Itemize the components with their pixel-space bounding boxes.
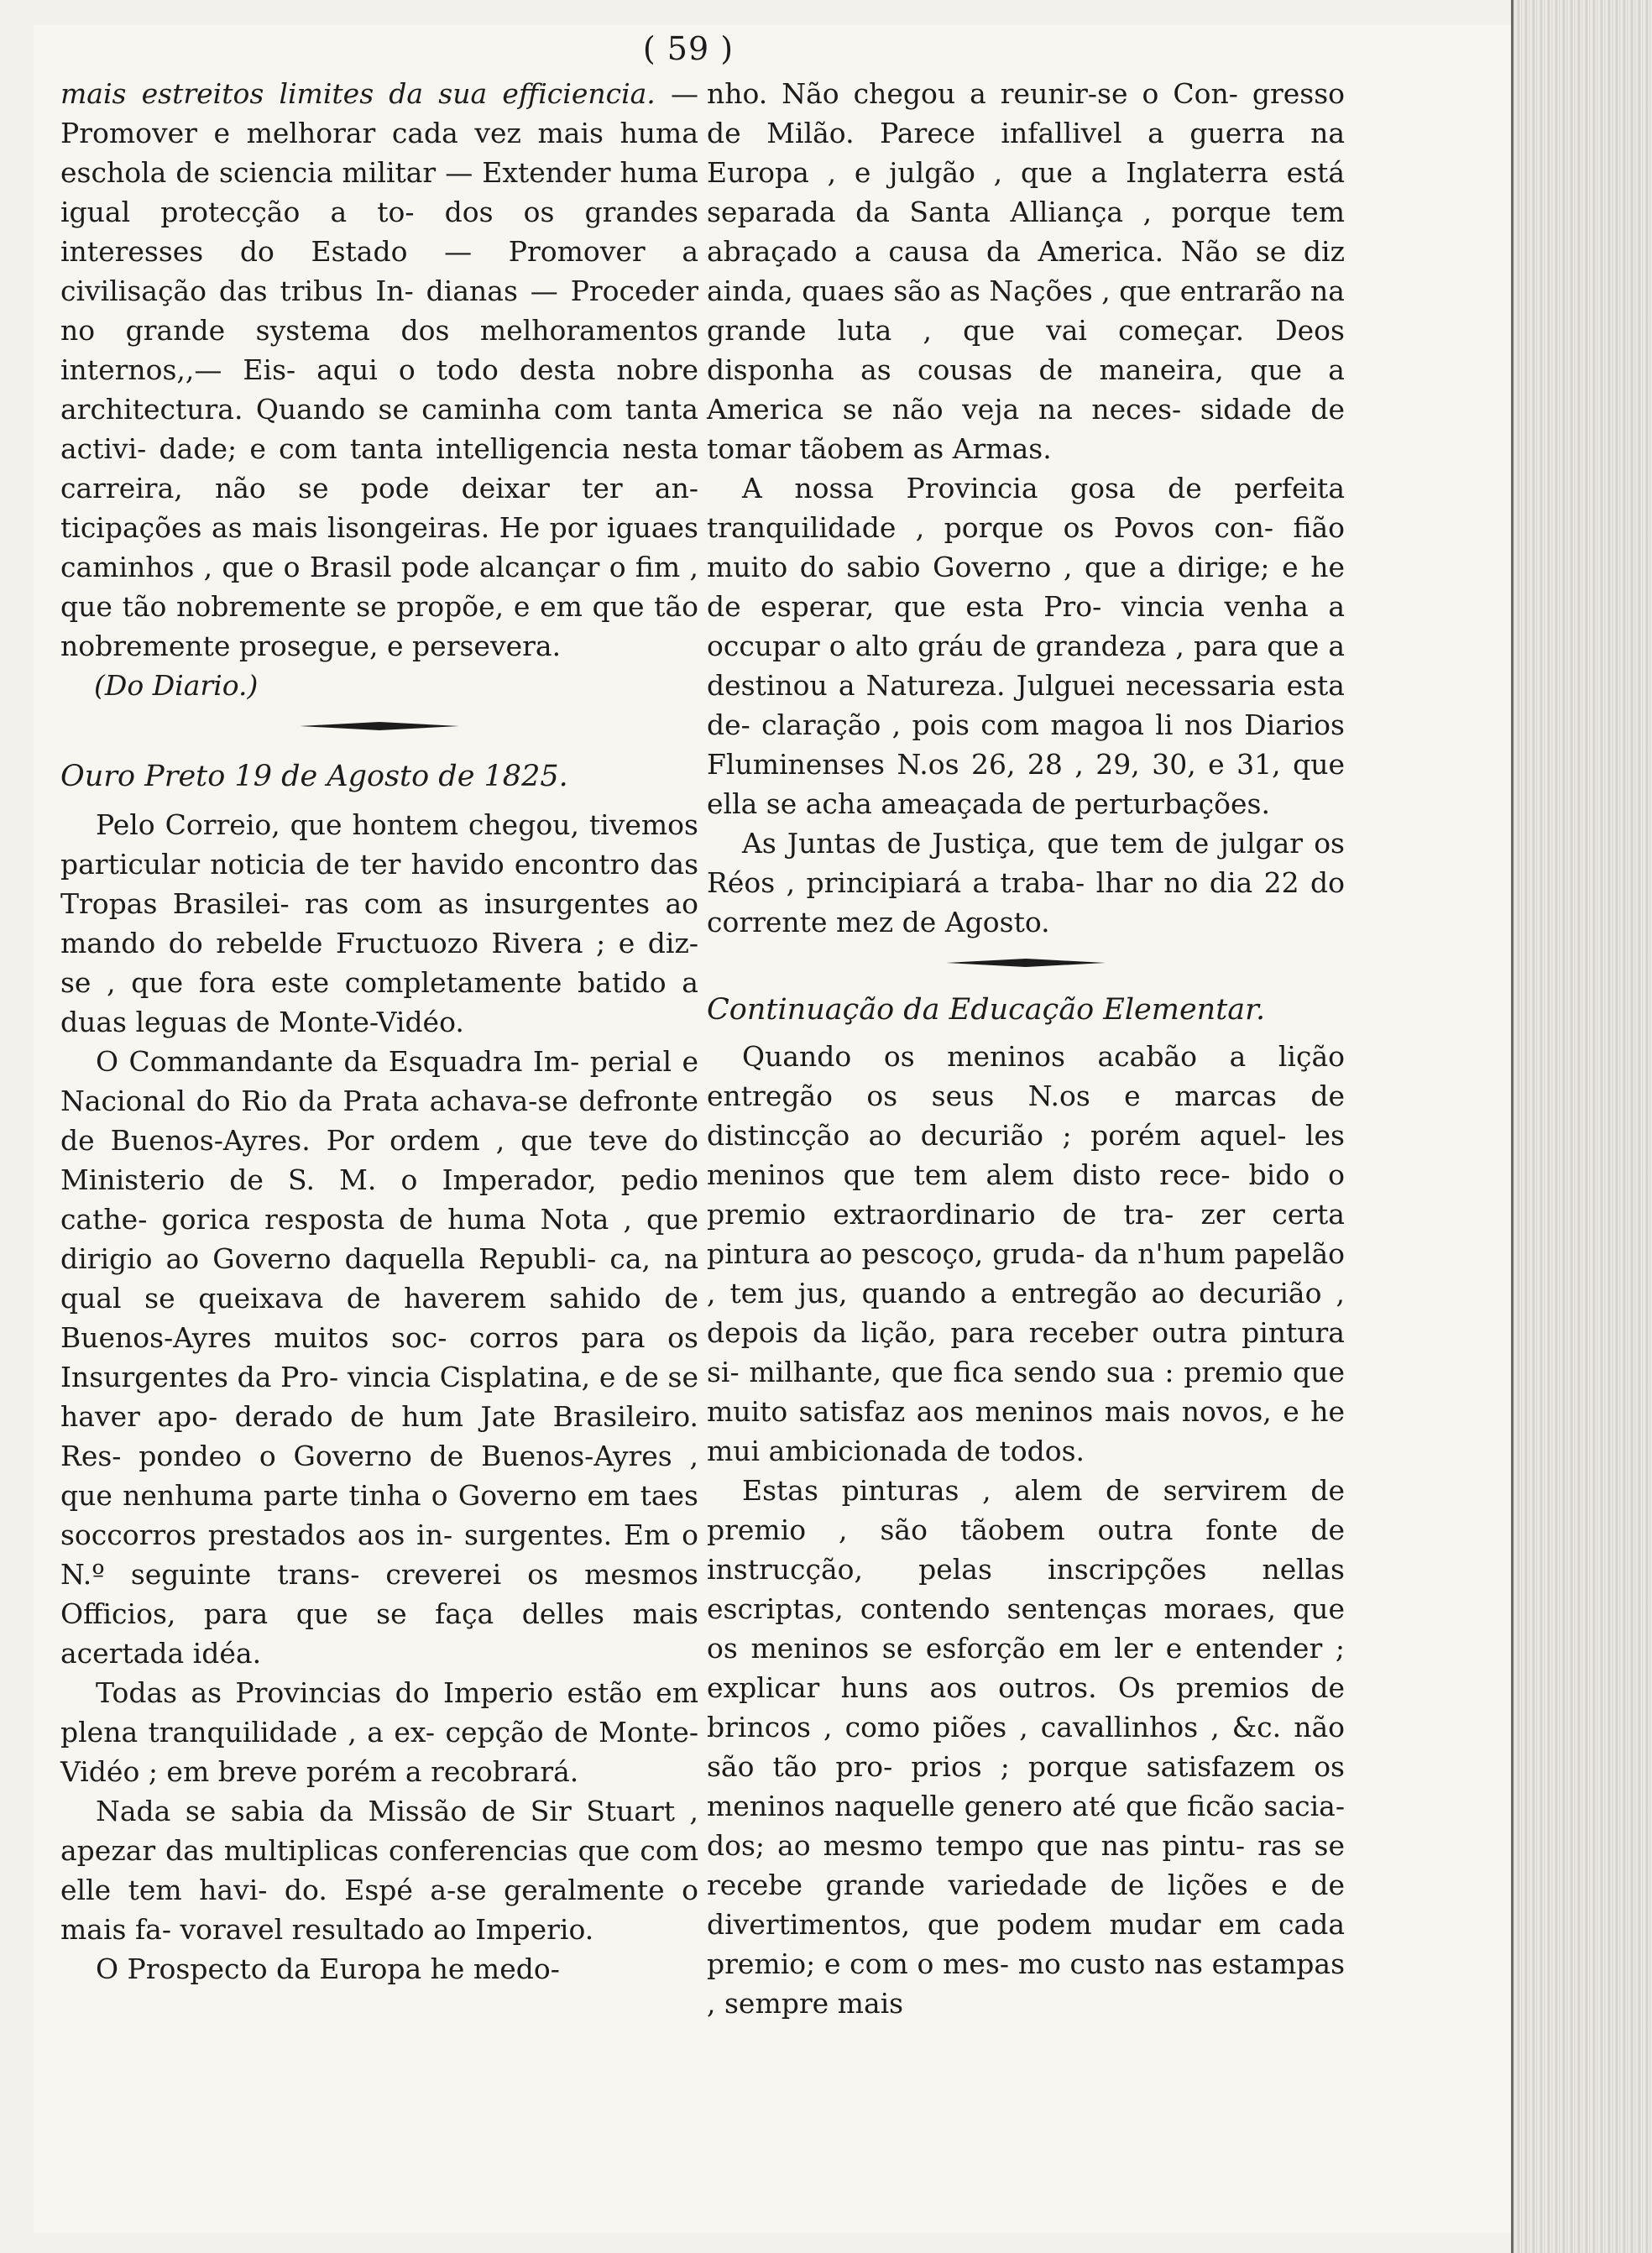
text-line: havido encontro das Tropas Brasilei- [60,848,699,920]
text-line: derado de hum Jate Brasileiro. Res- [60,1400,698,1472]
text-line: julgar os Réos , principiará a traba- [707,827,1345,899]
text-line: zer certa pintura ao pescoço, gruda- [707,1198,1345,1270]
text-line: nho. Não chegou a reunir-se o Con- [707,77,1238,110]
text-line: de premio , são tãobem outra fonte [707,1474,1345,1546]
ornamental-rule [946,957,1106,969]
text-line: Quando se caminha com tanta activi- [60,393,698,465]
paragraph [60,1791,698,1949]
text-line: em taes soccorros prestados aos in- [60,1479,698,1551]
text-line: naquelle genero até que ficão sacia- [834,1790,1345,1822]
text-line: O Commandante da Esquadra Im- [96,1045,580,1078]
text-line: porém a recobrará. [306,1755,579,1788]
ornamental-rule [300,720,459,732]
text-line: creverei os mesmos Officios, para que [60,1558,698,1630]
text-line: na grande luta , que vai começar. [707,274,1345,347]
text-line: 30, e 31, que ella se acha ameaçada [707,748,1345,820]
text-line: ca, na qual se queixava de haverem [60,1242,698,1315]
text-line: estão em plena tranquilidade , a ex- [60,1676,698,1749]
text-line: ras com as insurgentes ao mando do [60,887,698,959]
text-line: lições e de divertimentos, que podem [707,1869,1345,1941]
text-line: O Prospecto da Europa he medo- [96,1952,560,1985]
text-line: entender ; explicar huns aos outros. [707,1632,1345,1704]
section-title: Continuação da Educação Elementar. [707,993,1266,1027]
text-line: de perturbações. [1031,787,1270,820]
text-line: que fora este completamente batido [131,966,667,999]
text-line: que os meninos se esforção em ler e [707,1592,1345,1665]
text-line: causa da America. Não se diz ainda, [707,235,1345,307]
text-line: cepção de Monte-Vidéo ; em breve [60,1716,698,1788]
text-line: de instrucção, pelas inscripções nellas [707,1513,1345,1586]
text-line: escriptas, contendo sentenças moraes, [707,1592,1276,1625]
text-line: claração , pois com magoa li nos [761,708,1233,741]
text-line: dos melhoramentos internos,,— Eis- [60,314,698,386]
text-line: distincção ao decurião ; porém aquel- [707,1119,1287,1152]
text-line: que nenhuma parte tinha o Governo [60,1479,578,1512]
text-line: As Juntas de Justiça, que tem de [742,827,1210,860]
text-line: Por ordem , que teve do Ministerio [60,1124,698,1196]
text-line: a entregão ao decurião , depois da [707,1277,1345,1349]
paragraph [60,74,698,666]
text-line: bido o premio extraordinario de tra- [707,1158,1345,1231]
text-line: — Promover e melhorar cada vez mais [60,77,698,149]
text-line: perial e Nacional do Rio da Prata [60,1045,698,1117]
text-line: lhar no dia 22 do corrente mez de [707,866,1345,938]
text-line: entregão os seus N.os e marcas de [707,1079,1345,1112]
text-line: fião muito do sabio Governo , que a [707,511,1345,583]
text-line: lição, para receber outra pintura si- [707,1316,1345,1388]
text-line: a duas leguas de Monte-Vidéo. [60,966,698,1038]
paragraph [60,1042,698,1673]
text-line: mais estreitos limites da sua efficiencia. [60,77,656,110]
text-line: milhante, que fica sendo sua : premio [749,1356,1283,1388]
text-line: pondeo o Governo de Buenos-Ayres , [139,1440,698,1472]
text-line: ticipações as mais lisongeiras. He por [60,511,598,544]
text-line: novos, e he mui ambicionada de todos. [707,1395,1345,1467]
text-line: aqui o todo desta nobre architectura. [60,353,698,426]
text-line: cavallinhos , &c. não são tão pro- [707,1711,1345,1783]
text-line: Inglaterra está separada da Santa [707,156,1345,228]
text-line: sidade de tomar tãobem as Armas. [707,393,1345,465]
text-line: vincia venha a occupar o alto gráu [707,590,1346,662]
text-line: les meninos que tem alem disto rece- [707,1119,1345,1191]
text-line: prios ; porque satisfazem os meninos [707,1750,1345,1822]
paragraph [707,1471,1345,2023]
text-line: corros para os Insurgentes da Pro- [60,1321,698,1393]
book-page-edges [1511,0,1652,2253]
text-line: Alliança , porque tem abraçado a [707,196,1345,268]
text-line: huma eschola de sciencia militar — [60,117,698,189]
paragraph [707,468,1345,823]
text-line: da n'hum papelão , tem jus, quando [707,1237,1346,1309]
text-line: Nada se sabia da Missão de Sir [96,1795,572,1827]
text-line: de grandeza , para que a destinou a [707,630,1345,702]
text-line: que a America se não veja na neces- [707,353,1345,426]
text-line: dos os grandes interesses do Estado — [60,196,698,268]
right-column [707,74,1345,2023]
text-line: do. Espé a-se geralmente o mais fa- [60,1874,698,1946]
text-line: sahido de Buenos-Ayres muitos soc- [60,1282,698,1354]
text-line: dirigio ao Governo daquella Republi- [60,1242,597,1275]
text-line: dianas — Proceder no grande systema [60,274,698,347]
text-line: A nossa Provincia gosa de perfeita [742,472,1345,504]
paragraph [707,74,1345,468]
text-line: prosegue, e persevera. [238,630,562,662]
text-line: Quando os meninos acabão a lição [742,1040,1345,1073]
text-line: surgentes. Em o N.º seguinte trans- [60,1519,698,1591]
source-credit: (Do Diario.) [94,669,259,702]
text-line: iguaes caminhos , que o Brasil pode [60,511,698,583]
text-line: Agosto. [944,906,1050,938]
text-line: dos; ao mesmo tempo que nas pintu- [707,1829,1246,1862]
text-line: mo custo nas estampas , sempre mais [707,1947,1346,2020]
text-line: vincia Cisplatina, e de se haver apo- [60,1361,698,1433]
text-line: conferencias que com elle tem havi- [60,1834,698,1906]
page-number: ( 59 ) [642,30,735,67]
text-line: dirige; e he de esperar, que esta Pro- [707,551,1346,623]
text-line: tivemos particular noticia de ter [60,808,698,881]
text-line: achava-se defronte de Buenos-Ayres. [60,1085,698,1157]
paragraph [60,805,698,1042]
dateline: Ouro Preto 19 de Agosto de 1825. [60,760,568,793]
text-line: se propõe, e em que tão nobremente [60,590,698,662]
text-line: quaes são as Nações , que entrarão [802,274,1302,307]
text-line: Diarios Fluminenses N.os 26, 28 , 29, [707,708,1345,781]
text-line: Deos disponha as cousas de maneira, [707,314,1345,386]
text-line: guerra na Europa , e julgão , que a [707,117,1345,189]
paragraph [60,1949,698,1989]
text-line: Estas pinturas , alem de servirem [742,1474,1288,1507]
paragraph [60,1673,698,1791]
text-line: dade; e com tanta intelligencia nesta [159,432,698,465]
text-line: Todas as Provincias do Imperio [96,1676,554,1709]
text-line: Os premios de brincos , como piões , [707,1671,1345,1743]
text-line: Extender huma igual protecção a to- [60,156,698,228]
text-line: Pelo Correio, que hontem chegou, [96,808,579,841]
text-line: Stuart , apezar das multiplicas [60,1795,698,1867]
paragraph [707,823,1345,942]
text-line: voravel resultado ao Imperio. [180,1913,594,1946]
text-line: gorica resposta de huma Nota , que [161,1203,698,1236]
text-line: que muito satisfaz aos meninos mais [707,1356,1345,1428]
text-line: mudar em cada premio; e com o mes- [707,1908,1345,1980]
text-line: de S. M. o Imperador, pedio cathe- [60,1163,698,1236]
text-line: tranquilidade , porque os Povos con- [707,511,1274,544]
text-line: se faça delles mais acertada idéa. [60,1597,698,1670]
text-line: rebelde Fructuozo Rivera ; e diz-se , [60,927,698,999]
text-line: carreira, não se pode deixar ter an- [60,472,698,504]
text-line: ras se recebe grande variedade de [707,1829,1345,1901]
text-line: alcançar o fim , que tão nobremente [60,551,698,623]
left-column [60,74,698,1989]
text-line: Natureza. Julguei necessaria esta de- [707,669,1345,741]
text-line: gresso de Milão. Parece infallivel a [707,77,1346,149]
paragraph [707,1037,1345,1471]
text-line: Promover a civilisação das tribus In- [60,235,698,307]
